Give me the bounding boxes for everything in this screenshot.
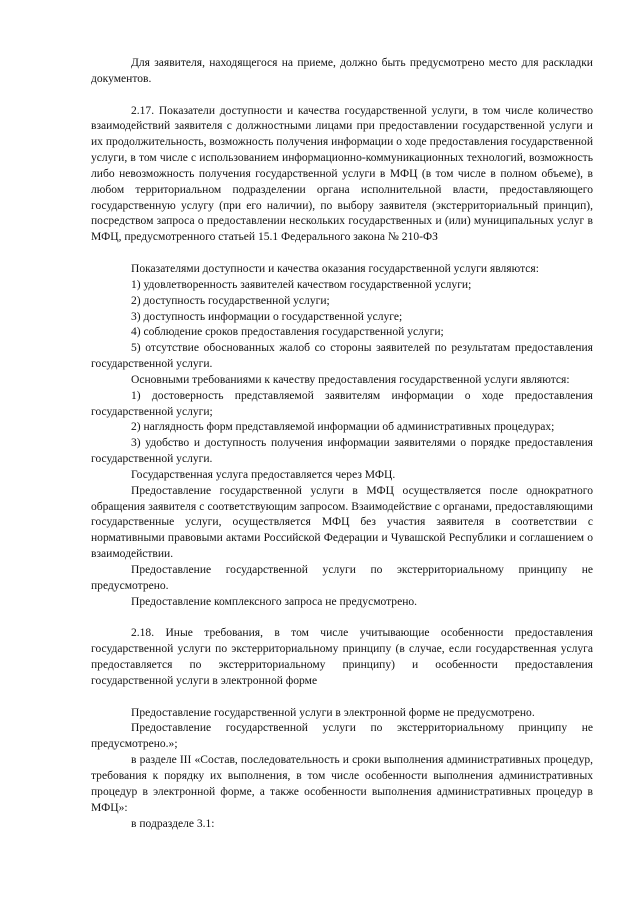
paragraph: 3) удобство и доступность получения информации заявителями о порядке предоставления государственной услуги. bbox=[91, 437, 593, 466]
paragraph: Государственная услуга предоставляется через МФЦ. bbox=[131, 468, 396, 481]
paragraph: Основными требованиями к качеству предоставления государственной услуги являются: bbox=[131, 373, 570, 386]
paragraph: 2.18. Иные требования, в том числе учитывающие особенности предоставления государственной услуги по экстерриториальному принципу (в случае, если государственная услуга предоставляется по экстерриториальному принципу) и особенности предоставления государственной услуги в электронной форме bbox=[91, 627, 593, 687]
paragraph: Предоставление комплексного запроса не предусмотрено. bbox=[131, 595, 418, 608]
paragraph: Предоставление государственной услуги в электронной форме не предусмотрено. bbox=[131, 706, 535, 719]
paragraph: 5) отсутствие обоснованных жалоб со стороны заявителей по результатам предоставления государственной услуги. bbox=[91, 342, 593, 371]
paragraph: 1) удовлетворенность заявителей качеством государственной услуги; bbox=[131, 278, 472, 291]
paragraph: 2) наглядность форм представляемой информации об административных процедурах; bbox=[131, 421, 555, 434]
paragraph: 4) соблюдение сроков предоставления государственной услуги; bbox=[131, 326, 444, 339]
paragraph: в подразделе 3.1: bbox=[131, 817, 215, 830]
paragraph: 2) доступность государственной услуги; bbox=[131, 294, 330, 307]
paragraph: Предоставление государственной услуги по экстерриториальному принципу не предусмотрено.»; bbox=[91, 722, 593, 751]
paragraph: Для заявителя, находящегося на приеме, должно быть предусмотрено место для раскладки документов. bbox=[91, 57, 593, 85]
paragraph: Показателями доступности и качества оказания государственной услуги являются: bbox=[131, 262, 539, 275]
paragraph: Предоставление государственной услуги в МФЦ осуществляется после однократного обращения заявителя с соответствующим запросом. Взаимодействие с органами, предоставляющими государственные услуги, осуществляется МФЦ без участия заявителя в соответствии с нормативными правовыми актами Российской Федерации и Чувашской Республики и соглашением о взаимодействии. bbox=[91, 484, 593, 561]
paragraph: 2.17. Показатели доступности и качества государственной услуги, в том числе количество взаимодействий заявителя с должностными лицами при предоставлении государственной услуги и их продолжительность, возможность получения информации о ходе предоставления государственной услуги, в том числе с использованием информационно-коммуникационных технологий, возможность либо невозможность получения государственной услуги в МФЦ (в том числе в полном объеме), в любом территориальном подразделении органа исполнительной власти, предоставляющего государственную услугу (при его наличии), по выбору заявителя (экстерриториальный принцип), посредством запроса о предоставлении нескольких государственных и (или) муниципальных услуг в МФЦ, предусмотренного статьей 15.1 Федерального закона № 210-ФЗ bbox=[91, 104, 593, 244]
document-body bbox=[91, 56, 593, 832]
paragraph: в разделе III «Состав, последовательность и сроки выполнения административных процедур, требования к порядку их выполнения, в том числе особенности выполнения административных процедур в электронной форме, а также особенности выполнения административных процедур в МФЦ»: bbox=[91, 754, 593, 814]
paragraph: 3) доступность информации о государственной услуге; bbox=[131, 310, 403, 323]
paragraph: Предоставление государственной услуги по экстерриториальному принципу не предусмотрено. bbox=[91, 564, 593, 592]
paragraph: 1) достоверность представляемой заявителям информации о ходе предоставления государственной услуги; bbox=[91, 389, 593, 418]
